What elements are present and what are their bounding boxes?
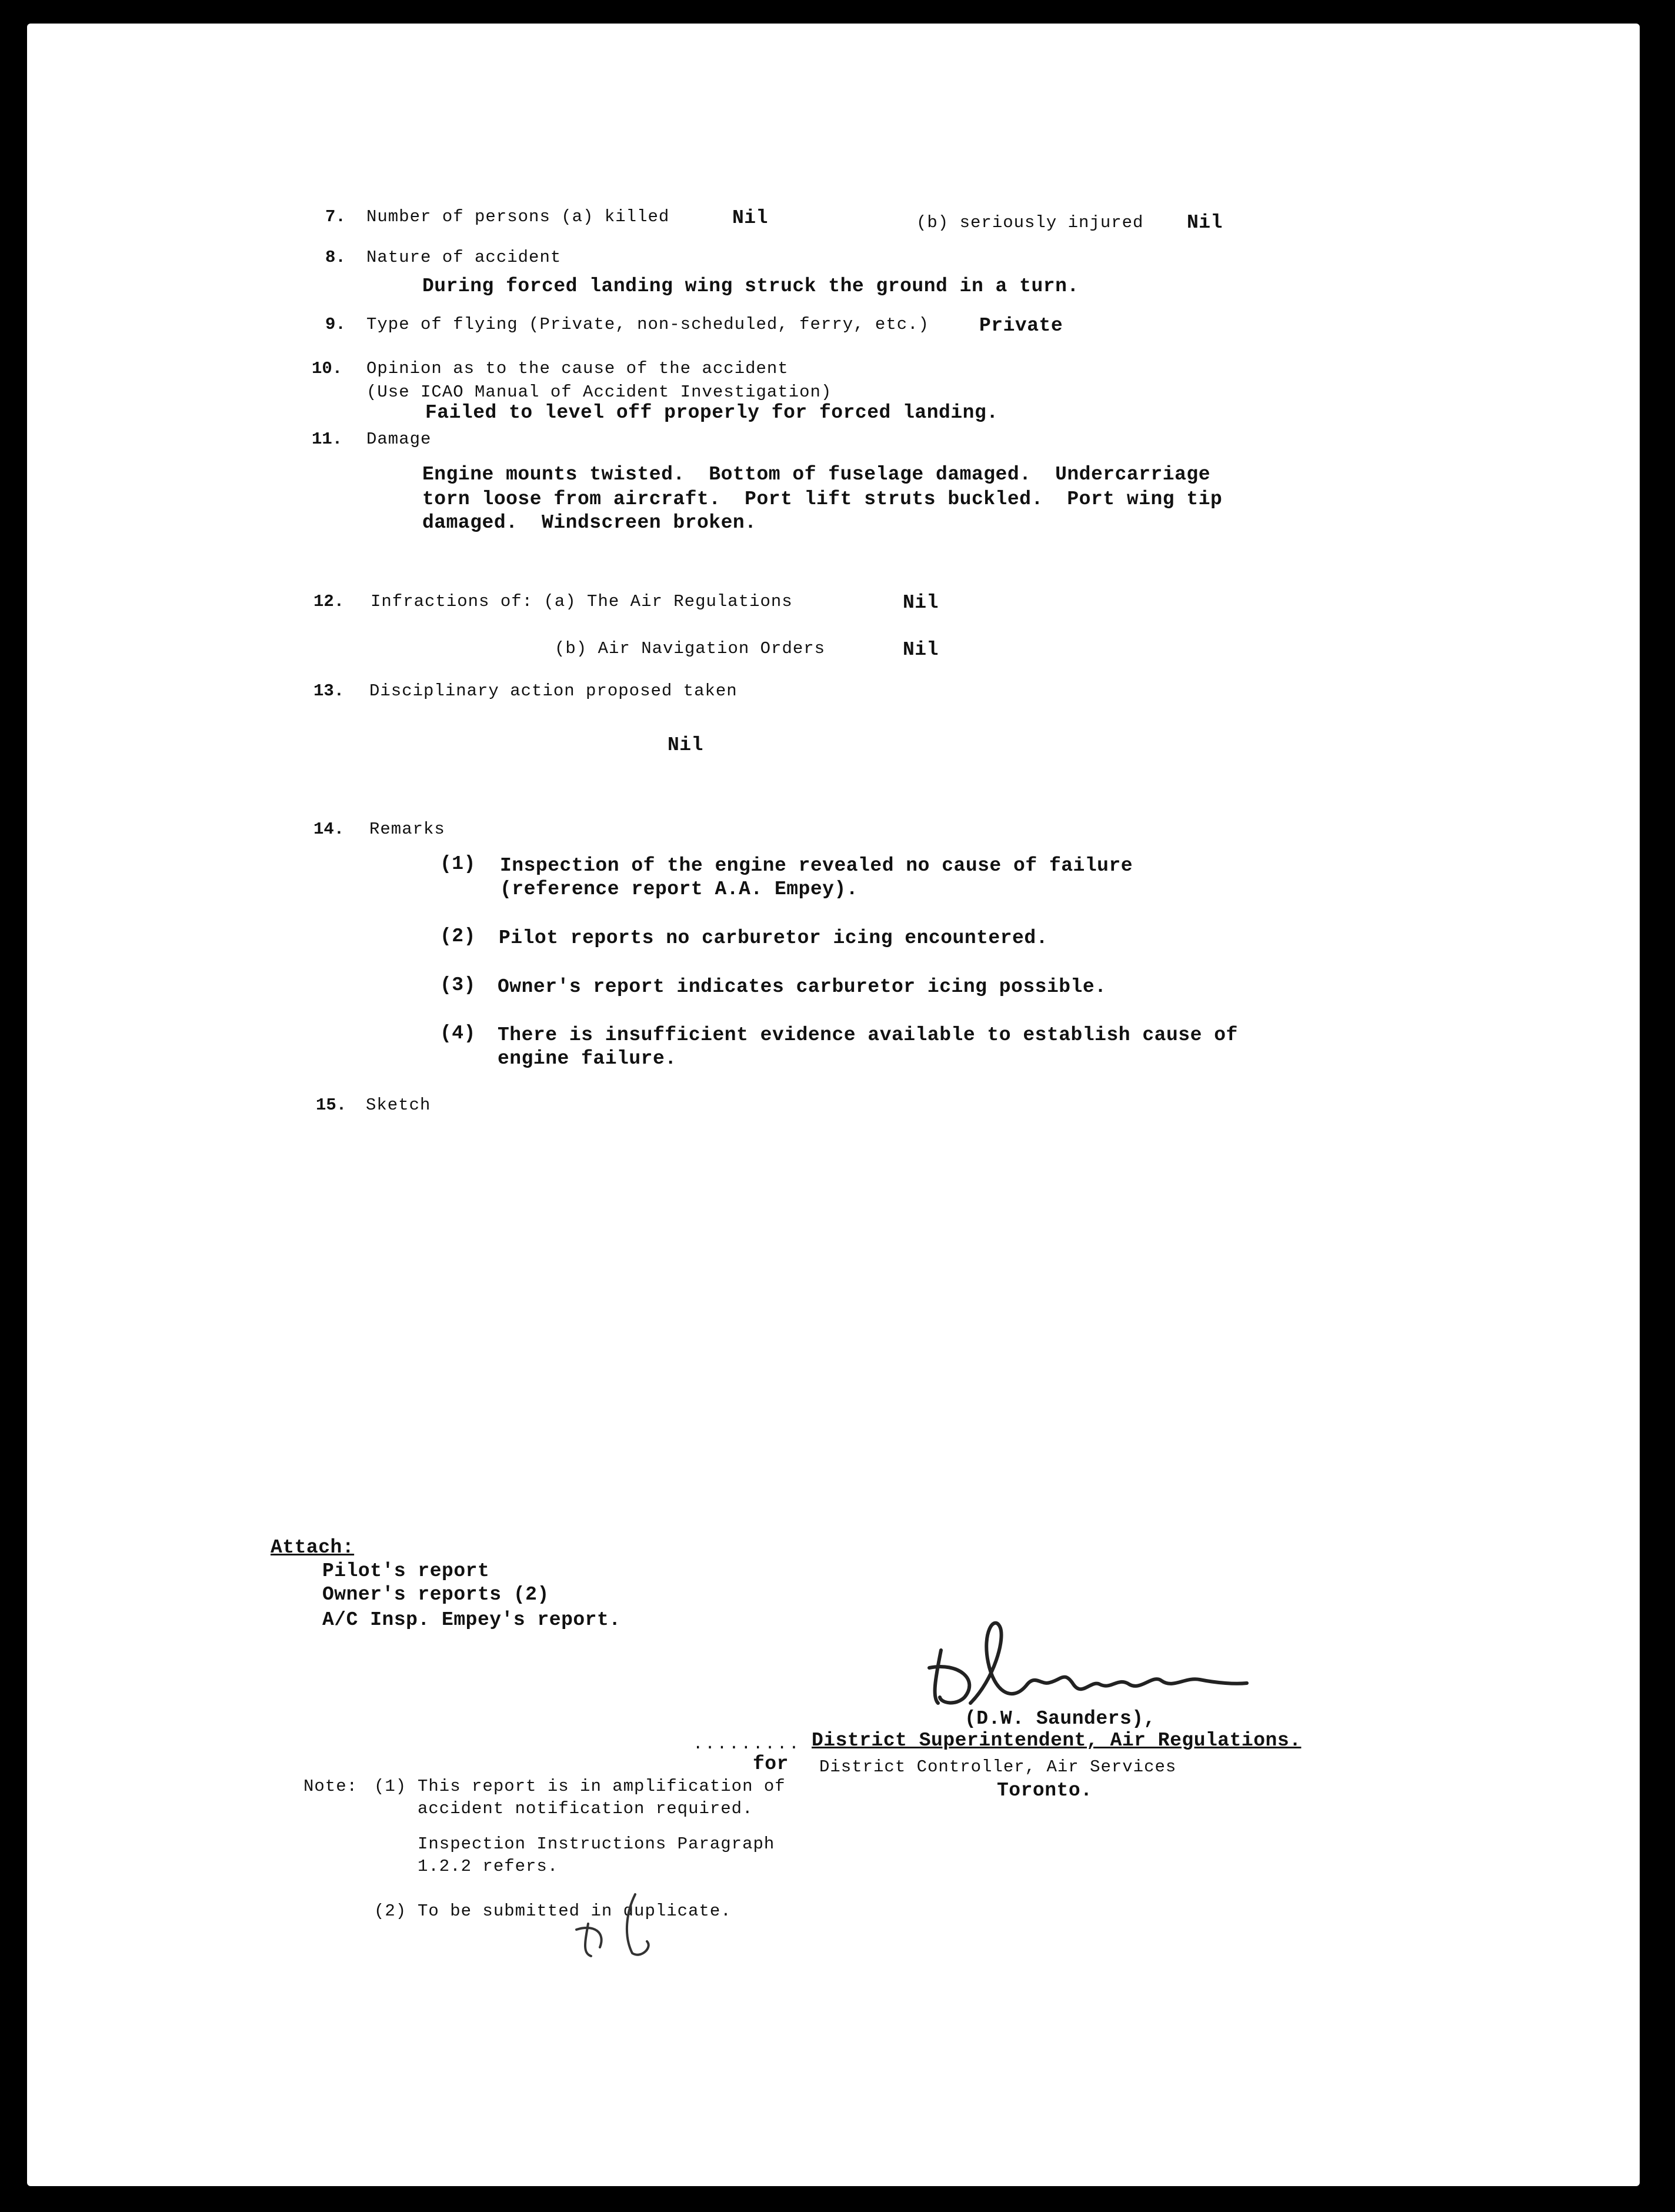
item-9-label: Type of flying (Private, non-scheduled, ferry, etc.) (366, 315, 929, 334)
item-9-value: Private (979, 315, 1063, 337)
note-1-line-1: This report is in amplification of (418, 1777, 786, 1796)
item-10-number: 10. (312, 359, 343, 378)
item-8-value: During forced landing wing struck the ground in a turn. (422, 275, 1079, 297)
handwritten-initials (570, 1888, 670, 1965)
item-13-number: 13. (313, 681, 345, 701)
item-7-number: 7. (325, 207, 346, 226)
item-9-number: 9. (325, 315, 346, 334)
remark-1-line-2: (reference report A.A. Empey). (500, 878, 859, 900)
item-11-line-1: Engine mounts twisted. Bottom of fuselage damaged. Undercarriage (422, 464, 1211, 485)
item-13-value: Nil (668, 734, 703, 756)
note-1-line-2: accident notification required. (418, 1799, 753, 1818)
signatory-title: District Superintendent, Air Regulations. (812, 1730, 1302, 1751)
handwritten-signature (923, 1615, 1253, 1709)
item-7-label-b: (b) seriously injured (916, 213, 1144, 232)
item-8-number: 8. (325, 248, 346, 267)
remark-2-number: (2) (440, 925, 476, 947)
note-1-line-3: Inspection Instructions Paragraph (418, 1834, 775, 1854)
note-2-number: (2) (374, 1901, 407, 1921)
attach-heading: Attach: (271, 1537, 355, 1558)
note-1-line-4: 1.2.2 refers. (418, 1857, 559, 1876)
district-controller: District Controller, Air Services (819, 1757, 1177, 1777)
item-11-number: 11. (312, 429, 343, 449)
signatory-name: (D.W. Saunders), (965, 1708, 1156, 1730)
item-11-line-3: damaged. Windscreen broken. (422, 512, 757, 534)
remark-4-line-1: There is insufficient evidence available to establish cause of (498, 1024, 1238, 1046)
item-7-label: Number of persons (a) killed (366, 207, 670, 226)
attach-line-1: Pilot's report (322, 1560, 490, 1582)
attach-line-3: A/C Insp. Empey's report. (322, 1609, 621, 1631)
item-10-sublabel: (Use ICAO Manual of Accident Investigation) (366, 382, 832, 402)
item-14-label: Remarks (369, 819, 445, 839)
for-label: for (753, 1753, 789, 1775)
item-15-number: 15. (316, 1095, 347, 1115)
note-1-number: (1) (374, 1777, 407, 1796)
remark-4-number: (4) (440, 1022, 476, 1044)
remark-4-line-2: engine failure. (498, 1048, 677, 1070)
item-13-label: Disciplinary action proposed taken (369, 681, 738, 701)
item-8-label: Nature of accident (366, 248, 562, 267)
item-12-label: Infractions of: (a) The Air Regulations (371, 592, 793, 611)
item-14-number: 14. (313, 819, 345, 839)
remark-1-line-1: Inspection of the engine revealed no cause of failure (500, 855, 1133, 877)
item-11-line-2: torn loose from aircraft. Port lift struts buckled. Port wing tip (422, 488, 1223, 510)
signature-dotted-line: ......... (693, 1734, 801, 1754)
item-11-label: Damage (366, 429, 432, 449)
item-12-number: 12. (313, 592, 345, 611)
remark-2-line-1: Pilot reports no carburetor icing encountered. (499, 927, 1048, 949)
item-12-air-regulations-value: Nil (903, 592, 939, 614)
remark-3-number: (3) (440, 974, 476, 996)
remark-1-number: (1) (440, 853, 476, 875)
item-12-air-navigation-value: Nil (903, 639, 939, 661)
attach-line-2: Owner's reports (2) (322, 1584, 549, 1605)
note-label: Note: (303, 1777, 358, 1796)
item-10-value: Failed to level off properly for forced landing. (425, 402, 999, 424)
item-7-injured-value: Nil (1187, 212, 1223, 234)
item-12-label-b: (b) Air Navigation Orders (555, 639, 826, 658)
item-10-label: Opinion as to the cause of the accident (366, 359, 789, 378)
item-15-label: Sketch (366, 1095, 431, 1115)
remark-3-line-1: Owner's report indicates carburetor icing possible. (498, 976, 1107, 998)
item-7-killed-value: Nil (732, 207, 768, 229)
city: Toronto. (997, 1780, 1093, 1801)
document-page (27, 24, 1640, 2186)
note-2-line: To be submitted in duplicate. (418, 1901, 732, 1921)
